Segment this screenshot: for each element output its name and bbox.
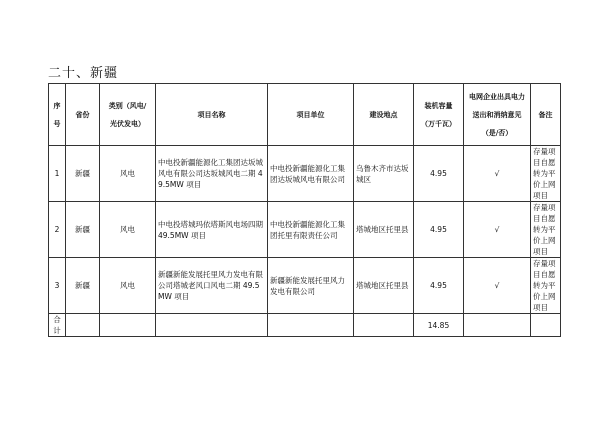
- table-row: [49, 258, 561, 314]
- project-table: [48, 83, 561, 337]
- cell-index: 1: [49, 146, 66, 202]
- cell-category: 风电: [100, 202, 156, 258]
- cell-project-name: 中电投新疆能源化工集团达坂城风电有限公司达坂城风电二期 49.5MW 项目: [156, 146, 268, 202]
- section-heading: 二十、新疆: [48, 66, 119, 81]
- cell-project-name: 新疆新能发展托里风力发电有限公司塔城老风口风电二期 49.5MW 项目: [156, 258, 268, 314]
- cell-capacity: 4.95: [414, 202, 464, 258]
- cell-empty: [268, 314, 354, 337]
- cell-total-label: 合计: [49, 314, 66, 337]
- header-province: 省份: [66, 84, 100, 146]
- table-row: [49, 146, 561, 202]
- header-project-unit: 项目单位: [268, 84, 354, 146]
- cell-capacity: 4.95: [414, 146, 464, 202]
- cell-project-unit: 中电投新疆能源化工集团达坂城风电有限公司: [268, 146, 354, 202]
- cell-location: 乌鲁木齐市达坂城区: [354, 146, 414, 202]
- cell-empty: [66, 314, 100, 337]
- cell-grid-opinion: √: [464, 258, 531, 314]
- cell-province: 新疆: [66, 202, 100, 258]
- cell-empty: [156, 314, 268, 337]
- cell-grid-opinion: √: [464, 146, 531, 202]
- cell-index: 2: [49, 202, 66, 258]
- cell-total-capacity: 14.85: [414, 314, 464, 337]
- cell-remark: 存量项目自愿转为平价上网项目: [531, 202, 561, 258]
- header-project-name: 项目名称: [156, 84, 268, 146]
- cell-empty: [531, 314, 561, 337]
- cell-remark: 存量项目自愿转为平价上网项目: [531, 258, 561, 314]
- cell-remark: 存量项目自愿转为平价上网项目: [531, 146, 561, 202]
- header-capacity: 装机容量 （万千瓦）: [414, 84, 464, 146]
- cell-project-unit: 新疆新能发展托里风力发电有限公司: [268, 258, 354, 314]
- header-index: 序 号: [49, 84, 66, 146]
- cell-empty: [100, 314, 156, 337]
- cell-province: 新疆: [66, 146, 100, 202]
- total-row: [49, 314, 561, 337]
- header-location: 建设地点: [354, 84, 414, 146]
- cell-project-name: 中电投塔城玛依塔斯风电场四期 49.5MW 项目: [156, 202, 268, 258]
- table-header-row: [49, 84, 561, 146]
- header-category: 类别（风电/ 光伏发电）: [100, 84, 156, 146]
- cell-capacity: 4.95: [414, 258, 464, 314]
- cell-category: 风电: [100, 258, 156, 314]
- cell-location: 塔城地区托里县: [354, 202, 414, 258]
- table-row: [49, 202, 561, 258]
- cell-grid-opinion: √: [464, 202, 531, 258]
- cell-province: 新疆: [66, 258, 100, 314]
- cell-location: 塔城地区托里县: [354, 258, 414, 314]
- cell-empty: [464, 314, 531, 337]
- cell-empty: [354, 314, 414, 337]
- cell-index: 3: [49, 258, 66, 314]
- cell-project-unit: 中电投新疆能源化工集团托里有限责任公司: [268, 202, 354, 258]
- cell-category: 风电: [100, 146, 156, 202]
- header-grid-opinion: 电网企业出具电力 送出和消纳意见 （是/否）: [464, 84, 531, 146]
- header-remark: 备注: [531, 84, 561, 146]
